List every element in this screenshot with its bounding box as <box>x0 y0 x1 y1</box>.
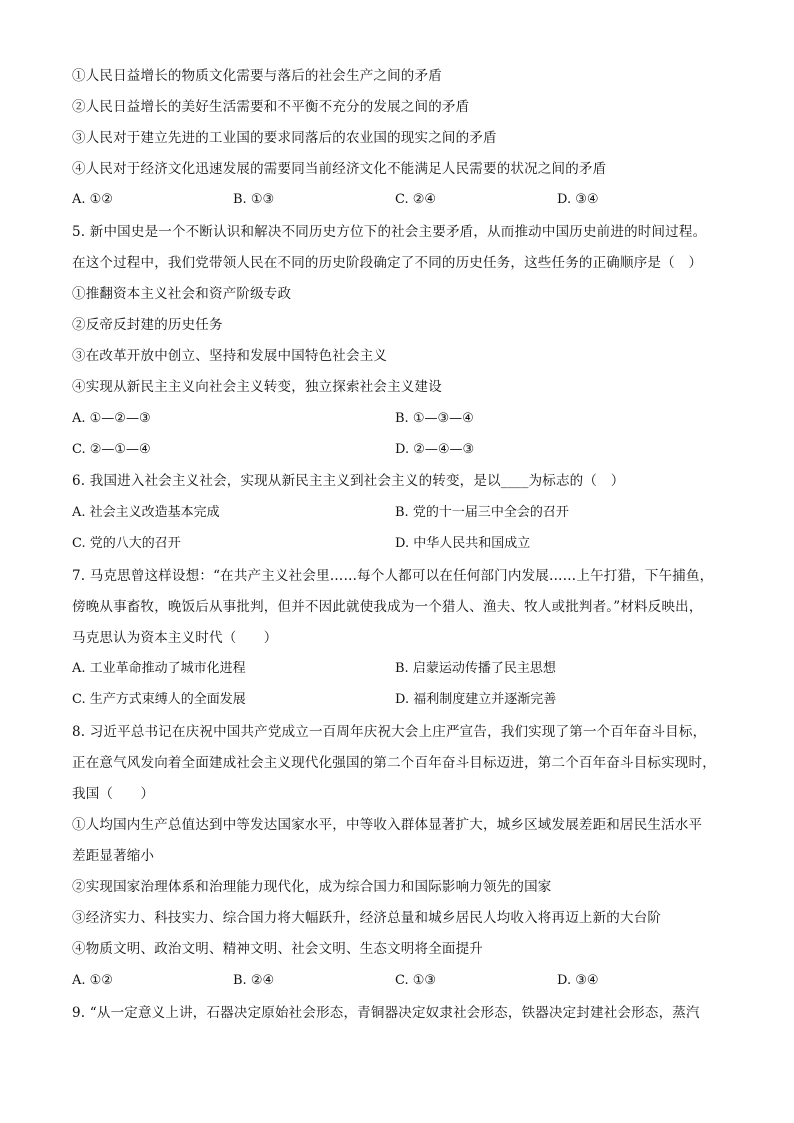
q8-option-c: C. ①③ <box>395 973 437 988</box>
q8-option-b: B. ②④ <box>233 973 275 988</box>
q8-option-a: A. ①② <box>72 973 113 988</box>
q6-option-d: D. 中华人民共和国成立 <box>395 536 531 551</box>
q5-item-1: ①推翻资本主义社会和资产阶级专政 <box>72 286 292 302</box>
q7-option-d: D. 福利制度建立并逐渐完善 <box>395 692 557 707</box>
q5-item-4: ④实现从新民主主义向社会主义转变，独立探索社会主义建设 <box>72 379 442 395</box>
q5-option-a: A. ①—②—③ <box>72 411 151 426</box>
q6-option-c: C. 党的八大的召开 <box>72 536 181 551</box>
q7-stem-line-2: 傍晚从事畜牧，晚饭后从事批判，但并不因此就使我成为一个猎人、渔夫、牧人或批判者。”材料反映出， <box>72 599 703 615</box>
q8-stem-line-1: 8. 习近平总书记在庆祝中国共产党成立一百周年庆祝大会上庄严宣告，我们实现了第一个百年奋斗目标， <box>72 724 707 740</box>
q5-item-3: ③在改革开放中创立、坚持和发展中国特色社会主义 <box>72 348 388 364</box>
q8-stem-line-2: 正在意气风发向着全面建成社会主义现代化强国的第二个百年奋斗目标迈进，第二个百年奋斗目标实现时， <box>72 755 716 771</box>
q6-option-b: B. 党的十一届三中全会的召开 <box>395 505 569 520</box>
q8-option-d: D. ③④ <box>557 973 599 988</box>
q8-item-1-line-1: ①人均国内生产总值达到中等发达国家水平，中等收入群体显著扩大，城乡区域发展差距和居民生活水平 <box>72 817 703 833</box>
q4-option-b: B. ①③ <box>233 192 275 207</box>
q5-stem-line-1: 5. 新中国史是一个不断认识和解决不同历史方位下的社会主要矛盾，从而推动中国历史前进的时间过程。 <box>72 224 707 240</box>
q5-option-b: B. ①—③—④ <box>395 411 474 426</box>
q4-option-d: D. ③④ <box>557 192 599 207</box>
q7-option-a: A. 工业革命推动了城市化进程 <box>72 661 246 676</box>
q6-option-a: A. 社会主义改造基本完成 <box>72 505 220 520</box>
q5-option-c: C. ②—①—④ <box>72 442 151 457</box>
q5-stem-line-2: 在这个过程中，我们党带领人民在不同的历史阶段确定了不同的历史任务，这些任务的正确顺序是（ ） <box>72 255 703 271</box>
q7-option-b: B. 启蒙运动传播了民主思想 <box>395 661 556 676</box>
q8-item-3: ③经济实力、科技实力、综合国力将大幅跃升，经济总量和城乡居民人均收入将再迈上新的大台阶 <box>72 910 662 926</box>
q4-item-2: ②人民日益增长的美好生活需要和不平衡不充分的发展之间的矛盾 <box>72 99 470 115</box>
q7-stem-line-1: 7. 马克思曾这样设想：“在共产主义社会里……每个人都可以在任何部门内发展……上午打猎，下午捕鱼， <box>72 568 714 584</box>
q8-stem-line-3: 我国（ ） <box>72 786 155 802</box>
q4-option-c: C. ②④ <box>395 192 437 207</box>
q4-option-a: A. ①② <box>72 192 113 207</box>
q7-option-c: C. 生产方式束缚人的全面发展 <box>72 692 246 707</box>
q6-stem: 6. 我国进入社会主义社会，实现从新民主主义到社会主义的转变，是以____为标志的（ ） <box>72 473 625 489</box>
q8-item-2: ②实现国家治理体系和治理能力现代化，成为综合国力和国际影响力领先的国家 <box>72 879 552 895</box>
q8-item-4: ④物质文明、政治文明、精神文明、社会文明、生态文明将全面提升 <box>72 941 483 957</box>
q8-item-1-line-2: 差距显著缩小 <box>72 848 155 864</box>
q4-item-3: ③人民对于建立先进的工业国的要求同落后的农业国的现实之间的矛盾 <box>72 130 497 146</box>
q5-item-2: ②反帝反封建的历史任务 <box>72 317 223 333</box>
q5-option-d: D. ②—④—③ <box>395 442 475 457</box>
q9-stem-line-1: 9. “从一定意义上讲，石器决定原始社会形态，青铜器决定奴隶社会形态，铁器决定封建社会形态，蒸汽 <box>72 1005 700 1021</box>
q4-item-4: ④人民对于经济文化迅速发展的需要同当前经济文化不能满足人民需要的状况之间的矛盾 <box>72 161 607 177</box>
q4-item-1: ①人民日益增长的物质文化需要与落后的社会生产之间的矛盾 <box>72 68 442 84</box>
q7-stem-line-3: 马克思认为资本主义时代（ ） <box>72 630 278 646</box>
